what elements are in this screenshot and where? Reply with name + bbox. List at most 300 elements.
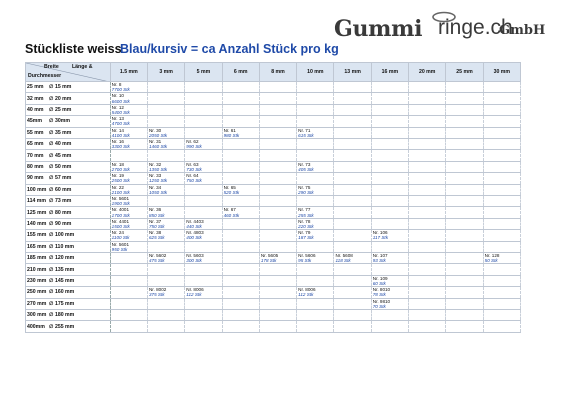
- table-cell: [446, 150, 483, 161]
- pieces-per-kg: 93 Stk: [372, 258, 386, 264]
- row-length: 300 mm: [27, 312, 47, 319]
- table-cell: [409, 93, 446, 104]
- pieces-per-kg: 95 Stk: [298, 258, 312, 264]
- part-number: Nr. 38: [148, 230, 162, 236]
- table-cell: [371, 184, 408, 195]
- row-diameter: ∅ 15 mm: [49, 84, 72, 91]
- table-cell: [222, 196, 259, 207]
- row-header: [26, 287, 111, 298]
- row-diameter: ∅ 20 mm: [49, 95, 72, 102]
- row-header: [26, 264, 111, 275]
- column-header: 3 mm: [147, 63, 184, 82]
- table-cell: [334, 230, 371, 241]
- pieces-per-kg: 7700 Stk: [111, 87, 130, 93]
- row-length: 140 mm: [27, 221, 47, 228]
- table-row: [26, 310, 521, 321]
- table-cell: [147, 173, 184, 184]
- table-cell: [185, 127, 222, 138]
- part-number: Nr. 31: [148, 139, 162, 145]
- table-cell: [259, 93, 296, 104]
- row-length: 165 mm: [27, 243, 47, 250]
- table-cell: [259, 321, 296, 332]
- header-row: [26, 63, 521, 82]
- part-number: Nr. 67: [223, 207, 236, 213]
- table-cell: [483, 230, 520, 241]
- table-cell: [110, 264, 147, 275]
- row-header: [26, 298, 111, 309]
- part-number: Nr. 4401: [111, 218, 130, 224]
- table-cell: [110, 116, 147, 127]
- table-cell: [334, 241, 371, 252]
- table-cell: [185, 298, 222, 309]
- part-number: Nr. 16: [111, 139, 124, 145]
- table-cell: [297, 150, 334, 161]
- table-cell: [222, 173, 259, 184]
- pieces-per-kg: 187 Stk: [298, 235, 314, 241]
- table-cell: [110, 275, 147, 286]
- table-cell: [409, 298, 446, 309]
- table-cell: [334, 196, 371, 207]
- table-cell: [334, 264, 371, 275]
- pieces-per-kg: 290 Stk: [298, 189, 314, 195]
- part-number: Nr. 73: [298, 161, 311, 167]
- pieces-per-kg: 112 Stk: [298, 292, 314, 298]
- table-cell: [147, 93, 184, 104]
- table-cell: [483, 298, 520, 309]
- pieces-per-kg: 1100 Stk: [111, 235, 130, 241]
- table-cell: [334, 298, 371, 309]
- table-cell: [446, 264, 483, 275]
- row-header: [26, 275, 111, 286]
- table-cell: [446, 287, 483, 298]
- part-number: Nr. 18: [111, 161, 124, 167]
- table-cell: [446, 127, 483, 138]
- part-number: Nr. 8006: [186, 287, 204, 293]
- pieces-per-kg: 4100 Stk: [111, 132, 130, 138]
- table-cell: [110, 93, 147, 104]
- table-cell: [110, 184, 147, 195]
- table-cell: [446, 104, 483, 115]
- part-number: Nr. 30: [148, 127, 162, 133]
- pieces-per-kg: 750 Stk: [148, 224, 165, 230]
- table-row: [26, 196, 521, 207]
- table-cell: [483, 116, 520, 127]
- table-cell: [371, 104, 408, 115]
- table-cell: [259, 116, 296, 127]
- table-cell: [147, 230, 184, 241]
- table-cell: [446, 139, 483, 150]
- part-number: Nr. 5608: [335, 253, 353, 259]
- table-cell: [409, 150, 446, 161]
- table-cell: [446, 93, 483, 104]
- table-cell: [334, 139, 371, 150]
- table-cell: [185, 264, 222, 275]
- table-cell: [483, 93, 520, 104]
- row-diameter: ∅ 145 mm: [49, 278, 75, 285]
- pieces-per-kg: 1900 Stk: [111, 201, 130, 207]
- part-number: Nr. 61: [223, 127, 236, 133]
- table-cell: [334, 287, 371, 298]
- page-title: Stückliste weiss: [25, 42, 122, 56]
- table-cell: [371, 196, 408, 207]
- table-cell: [110, 230, 147, 241]
- table-cell: [147, 116, 184, 127]
- table-cell: [147, 287, 184, 298]
- table-cell: [446, 207, 483, 218]
- table-cell: [110, 253, 147, 264]
- row-header: [26, 82, 111, 93]
- company-logo: [334, 16, 546, 46]
- pieces-per-kg: 950 Stk: [111, 246, 128, 252]
- table-cell: [259, 310, 296, 321]
- table-cell: [147, 196, 184, 207]
- table-cell: [147, 298, 184, 309]
- parts-table: [25, 62, 521, 333]
- row-length: 270 mm: [27, 300, 47, 307]
- table-cell: [334, 253, 371, 264]
- table-cell: [185, 321, 222, 332]
- table-cell: [297, 310, 334, 321]
- table-cell: [110, 298, 147, 309]
- table-cell: [110, 82, 147, 93]
- table-cell: [259, 127, 296, 138]
- pieces-per-kg: 4700 Stk: [111, 121, 130, 127]
- column-header: 25 mm: [446, 63, 483, 82]
- table-row: [26, 298, 521, 309]
- pieces-per-kg: 178 Stk: [260, 258, 277, 264]
- part-number: Nr. 64: [186, 173, 199, 179]
- table-row: [26, 287, 521, 298]
- part-number: Nr. 8002: [148, 287, 167, 293]
- table-cell: [371, 275, 408, 286]
- part-number: Nr. 4403: [186, 218, 204, 224]
- table-cell: [222, 207, 259, 218]
- pieces-per-kg: 980 Stk: [223, 132, 240, 138]
- table-cell: [222, 104, 259, 115]
- row-header: [26, 127, 111, 138]
- table-cell: [110, 150, 147, 161]
- part-number: Nr. 5601: [111, 196, 130, 202]
- table-row: [26, 93, 521, 104]
- table-cell: [334, 321, 371, 332]
- table-cell: [334, 184, 371, 195]
- table-cell: [259, 104, 296, 115]
- row-diameter: ∅ 180 mm: [49, 312, 75, 319]
- table-cell: [446, 298, 483, 309]
- row-header: [26, 161, 111, 172]
- pieces-per-kg: 460 Stk: [223, 212, 240, 218]
- row-length: 125 mm: [27, 209, 47, 216]
- part-number: Nr. 63: [186, 161, 199, 167]
- table-cell: [446, 218, 483, 229]
- table-cell: [185, 150, 222, 161]
- table-cell: [110, 173, 147, 184]
- row-header: [26, 253, 111, 264]
- column-header: 10 mm: [297, 63, 334, 82]
- table-cell: [409, 264, 446, 275]
- table-cell: [409, 241, 446, 252]
- table-cell: [185, 116, 222, 127]
- part-number: Nr. 5606: [298, 253, 316, 259]
- row-length: 90 mm: [27, 175, 44, 182]
- part-number: Nr. 128: [484, 253, 500, 259]
- table-row: [26, 127, 521, 138]
- pieces-per-kg: 2050 Stk: [148, 132, 168, 138]
- table-cell: [185, 93, 222, 104]
- table-cell: [334, 82, 371, 93]
- row-header: [26, 218, 111, 229]
- table-cell: [409, 196, 446, 207]
- table-cell: [222, 150, 259, 161]
- pieces-per-kg: 1050 Stk: [148, 189, 168, 195]
- table-cell: [297, 230, 334, 241]
- table-cell: [222, 218, 259, 229]
- column-header: 1.5 mm: [110, 63, 147, 82]
- table-cell: [259, 287, 296, 298]
- table-cell: [147, 264, 184, 275]
- row-diameter: ∅ 120 mm: [49, 255, 75, 262]
- table-cell: [297, 264, 334, 275]
- table-cell: [334, 218, 371, 229]
- table-cell: [483, 253, 520, 264]
- column-header: 13 mm: [334, 63, 371, 82]
- part-number: Nr. 5603: [186, 253, 204, 259]
- table-cell: [222, 264, 259, 275]
- table-cell: [334, 207, 371, 218]
- row-header: [26, 184, 111, 195]
- row-length: 155 mm: [27, 232, 47, 239]
- pieces-per-kg: 112 Stk: [186, 292, 202, 298]
- table-row: [26, 275, 521, 286]
- table-cell: [259, 298, 296, 309]
- table-cell: [371, 161, 408, 172]
- table-cell: [483, 264, 520, 275]
- table-cell: [222, 82, 259, 93]
- table-cell: [483, 150, 520, 161]
- table-cell: [297, 127, 334, 138]
- table-cell: [409, 116, 446, 127]
- table-cell: [222, 241, 259, 252]
- table-cell: [483, 241, 520, 252]
- part-number: Nr. 19: [111, 173, 124, 179]
- table-cell: [371, 93, 408, 104]
- part-number: Nr. 10: [111, 93, 124, 99]
- part-number: Nr. 12: [111, 104, 124, 110]
- pieces-per-kg: 730 Stk: [186, 167, 202, 173]
- table-cell: [483, 310, 520, 321]
- part-number: Nr. 77: [298, 207, 311, 213]
- table-cell: [297, 184, 334, 195]
- pieces-per-kg: 6600 Stk: [111, 98, 130, 104]
- pieces-per-kg: 440 Stk: [186, 224, 202, 230]
- column-header: 30 mm: [483, 63, 520, 82]
- table-cell: [371, 218, 408, 229]
- table-cell: [110, 287, 147, 298]
- row-length: 230 mm: [27, 278, 47, 285]
- row-diameter: ∅ 57 mm: [49, 175, 72, 182]
- table-cell: [259, 264, 296, 275]
- column-header: 16 mm: [371, 63, 408, 82]
- table-cell: [259, 275, 296, 286]
- table-cell: [185, 287, 222, 298]
- table-cell: [185, 173, 222, 184]
- pieces-per-kg: 475 Stk: [148, 258, 165, 264]
- table-cell: [334, 127, 371, 138]
- table-cell: [483, 287, 520, 298]
- row-header: [26, 207, 111, 218]
- table-cell: [334, 104, 371, 115]
- table-cell: [259, 196, 296, 207]
- row-diameter: ∅ 100 mm: [49, 232, 75, 239]
- part-number: Nr. 34: [148, 184, 162, 190]
- table-cell: [185, 207, 222, 218]
- row-diameter: ∅ 80 mm: [49, 209, 72, 216]
- table-cell: [483, 275, 520, 286]
- table-cell: [371, 321, 408, 332]
- table-cell: [483, 104, 520, 115]
- table-cell: [222, 116, 259, 127]
- table-cell: [371, 207, 408, 218]
- pieces-per-kg: 625 Stk: [148, 235, 165, 241]
- table-row: [26, 207, 521, 218]
- table-cell: [409, 230, 446, 241]
- table-cell: [259, 230, 296, 241]
- table-cell: [110, 196, 147, 207]
- table-cell: [185, 82, 222, 93]
- table-cell: [147, 207, 184, 218]
- pieces-per-kg: 2100 Stk: [111, 189, 130, 195]
- table-cell: [259, 150, 296, 161]
- pieces-per-kg: 78 Stk: [372, 292, 386, 298]
- table-cell: [222, 310, 259, 321]
- pieces-per-kg: 5400 Stk: [111, 110, 130, 116]
- table-cell: [259, 173, 296, 184]
- row-length: 70 mm: [27, 152, 44, 159]
- table-cell: [297, 196, 334, 207]
- pieces-per-kg: 50 Stk: [484, 258, 498, 264]
- pieces-per-kg: 990 Stk: [186, 144, 202, 150]
- pieces-per-kg: 520 Stk: [223, 189, 240, 195]
- table-cell: [297, 161, 334, 172]
- pieces-per-kg: 615 Stk: [298, 132, 314, 138]
- row-length: 400mm: [27, 323, 45, 330]
- part-number: Nr. 24: [111, 230, 124, 236]
- table-cell: [371, 173, 408, 184]
- table-cell: [297, 93, 334, 104]
- table-cell: [222, 184, 259, 195]
- table-row: [26, 161, 521, 172]
- table-cell: [259, 253, 296, 264]
- part-number: Nr. 71: [298, 127, 311, 133]
- table-row: [26, 321, 521, 332]
- table-cell: [147, 218, 184, 229]
- table-cell: [259, 207, 296, 218]
- table-cell: [371, 298, 408, 309]
- row-header: [26, 93, 111, 104]
- row-header: [26, 321, 111, 332]
- row-diameter: ∅ 50 mm: [49, 164, 72, 171]
- row-length: 250 mm: [27, 289, 47, 296]
- corner-laenge: Länge &: [72, 64, 93, 70]
- table-row: [26, 82, 521, 93]
- table-cell: [371, 253, 408, 264]
- table-cell: [409, 207, 446, 218]
- row-diameter: ∅ 160 mm: [49, 289, 75, 296]
- table-cell: [446, 275, 483, 286]
- table-cell: [297, 218, 334, 229]
- table-cell: [185, 275, 222, 286]
- table-cell: [409, 218, 446, 229]
- table-cell: [222, 287, 259, 298]
- table-row: [26, 253, 521, 264]
- table-cell: [222, 161, 259, 172]
- pieces-per-kg: 3300 Stk: [111, 144, 130, 150]
- row-header: [26, 150, 111, 161]
- table-cell: [483, 207, 520, 218]
- table-cell: [371, 264, 408, 275]
- row-diameter: ∅ 135 mm: [49, 266, 75, 273]
- pieces-per-kg: 850 Stk: [148, 212, 165, 218]
- row-length: 80 mm: [27, 164, 44, 171]
- table-cell: [334, 310, 371, 321]
- row-length: 114 mm: [27, 198, 47, 205]
- table-cell: [409, 82, 446, 93]
- table-cell: [483, 82, 520, 93]
- logo-domain: ringe.ch: [438, 16, 513, 39]
- table-cell: [334, 161, 371, 172]
- table-cell: [259, 161, 296, 172]
- table-row: [26, 173, 521, 184]
- table-cell: [110, 127, 147, 138]
- table-cell: [371, 82, 408, 93]
- table-cell: [371, 116, 408, 127]
- corner-breite: Breite: [44, 64, 59, 70]
- pieces-per-kg: 750 Stk: [186, 178, 202, 184]
- table-cell: [259, 139, 296, 150]
- corner-header: [26, 63, 111, 82]
- table-cell: [446, 116, 483, 127]
- table-cell: [409, 184, 446, 195]
- row-diameter: ∅ 175 mm: [49, 300, 75, 307]
- table-cell: [334, 150, 371, 161]
- table-cell: [147, 127, 184, 138]
- table-cell: [371, 230, 408, 241]
- part-number: Nr. 8010: [372, 287, 391, 293]
- table-cell: [297, 116, 334, 127]
- row-diameter: ∅ 45 mm: [49, 152, 72, 159]
- table-cell: [483, 127, 520, 138]
- table-row: [26, 241, 521, 252]
- table-cell: [409, 127, 446, 138]
- table-row: [26, 139, 521, 150]
- part-number: Nr. 8: [111, 82, 122, 87]
- table-cell: [446, 173, 483, 184]
- table-cell: [297, 298, 334, 309]
- table-cell: [334, 275, 371, 286]
- column-header: 20 mm: [409, 63, 446, 82]
- row-header: [26, 196, 111, 207]
- part-number: Nr. 62: [186, 139, 199, 145]
- pieces-per-kg: 118 Stk: [335, 258, 351, 264]
- pieces-per-kg: 255 Stk: [298, 212, 314, 218]
- row-diameter: ∅ 255 mm: [49, 323, 75, 330]
- page-subtitle: Blau/kursiv = ca Anzahl Stück pro kg: [120, 42, 339, 56]
- table-cell: [110, 161, 147, 172]
- table-cell: [222, 253, 259, 264]
- row-header: [26, 230, 111, 241]
- row-header: [26, 139, 111, 150]
- table-cell: [110, 241, 147, 252]
